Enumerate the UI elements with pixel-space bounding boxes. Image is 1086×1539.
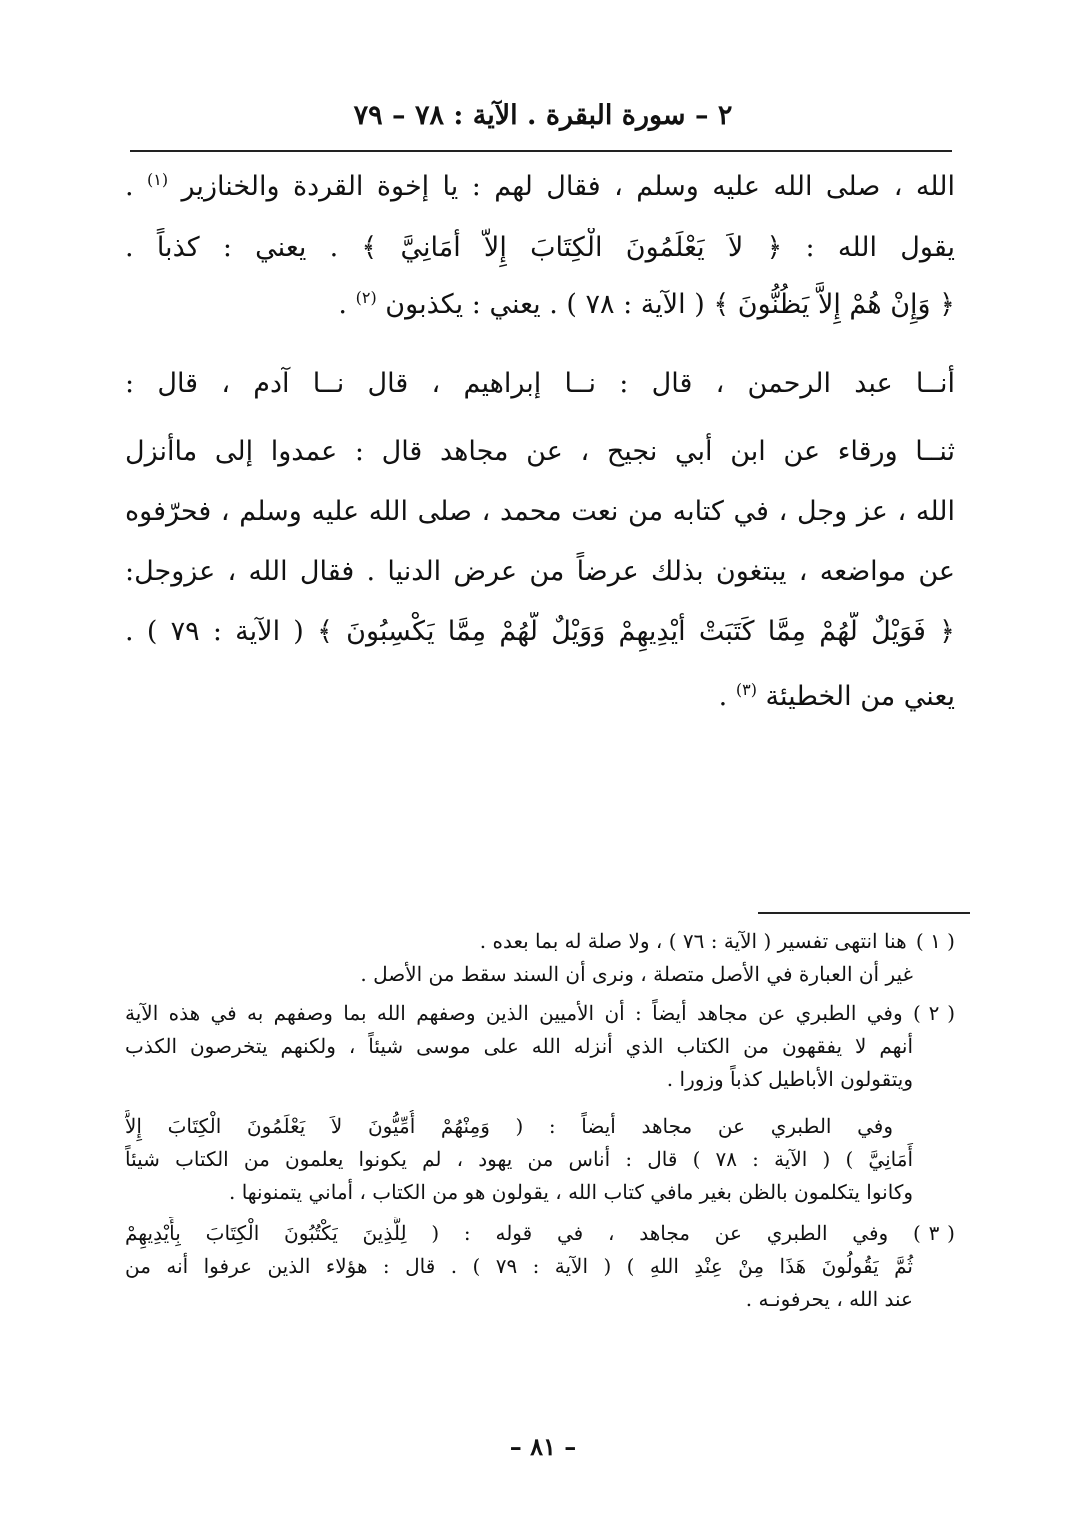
footnote-line: أنهم لا يفقهون من الكتاب الذي أنزله الله على موسى شيئاً ، ولكنهم يتخرصون الكذب [125,1034,913,1058]
body-line: الله ، عز وجل ، في كتابه من نعت محمد ، صلى الله عليه وسلم ، فحرّفوه [125,496,955,527]
body-text: الله ، صلى الله عليه وسلم ، فقال لهم : يا إخوة القردة والخنازير [181,171,955,202]
footnote-line: عند الله ، يحرفونـه . [745,1287,913,1311]
footnote-number: ( ١ ) [915,929,955,953]
footnote-marker-2: (٢) [355,288,377,307]
body-text: . [338,289,348,320]
footnote-text: وفي الطبري عن مجاهد ، في قوله : ( لِلَّذِينَ يَكْتُبُونَ الْكِتَابَ بِأَيْدِيهِمْ [125,1221,889,1245]
footnote-line [125,925,955,958]
main-text [125,160,955,720]
footnote-line: وفي الطبري عن مجاهد أيضاً : ( وَمِنْهُمْ أُمِّيُّونَ لاَ يَعْلَمُونَ الْكِتَابَ إِلاَّ [125,1114,893,1138]
footnote-text: وفي الطبري عن مجاهد أيضاً : أن الأميين الذين وصفهم الله بما وصفهم به في هذه الآية [125,1001,903,1025]
body-line: عن مواضعه ، يبتغون بذلك عرضاً من عرض الدنيا . فقال الله ، عزوجل: [125,556,955,587]
footnote-line [125,1217,955,1250]
footnote-line: وكانوا يتكلمون بالظن بغير مافي كتاب الله ، يقولون هو من الكتاب ، أماني يتمنونها . [229,1180,913,1204]
header-rule [130,150,952,152]
body-line: أنــا عبد الرحمن ، قال : نــا إبراهيم ، قال نــا آدم ، قال : [125,368,955,399]
body-text: ﴿ وَإِنْ هُمْ إِلاَّ يَظُنُّونَ ﴾ ( الآية : ٧٨ ) . يعني : يكذبون [385,289,955,320]
body-text: . [125,171,134,202]
body-text: . [718,681,728,712]
footnote-line: ويتقولون الأباطيل كذباً وزورا . [666,1067,913,1091]
body-line: يقول الله : ﴿ لاَ يَعْلَمُونَ الْكِتَابَ إِلاَّ أَمَانِيَّ ﴾ . يعني : كذباً . [125,232,955,263]
body-line: ثنــا ورقاء عن ابن أبي نجيح ، عن مجاهد قال : عمدوا إلى ماأنزل [125,436,955,467]
footnote-line: أَمَانِيَّ ) ( الآية : ٧٨ ) قال : أناس من يهود ، لم يكونوا يعلمون من الكتاب شيئاً [125,1147,914,1171]
footnote-number: ( ٢ ) [913,1001,955,1025]
footnote-marker-3: (٣) [735,680,757,699]
running-header: ٢ – سورة البقرة . الآية : ٧٨ – ٧٩ [353,100,733,131]
footnote-text: هنا انتهى تفسير ( الآية : ٧٦ ) ، ولا صلة له بما بعده . [479,929,907,953]
footnote-number: ( ٣ ) [913,1221,955,1245]
footnote-rule [758,912,970,914]
body-line [125,670,955,720]
page-number: – ٨١ – [509,1432,577,1461]
body-line [125,160,955,204]
footnote-line: غير أن العبارة في الأصل متصلة ، ونرى أن السند سقط من الأصل . [360,962,913,986]
footnote-line: ثُمَّ يَقُولُونَ هَذَا مِنْ عِنْدِ اللهِ ) ( الآية : ٧٩ ) . قال : هؤلاء الذين عرفوا أنه من [125,1254,913,1278]
body-line [125,278,955,332]
footnotes [125,925,955,1316]
footnote-marker-1: (١) [147,170,169,189]
body-line: ﴿ فَوَيْلٌ لَّهُمْ مِمَّا كَتَبَتْ أَيْدِيهِمْ وَوَيْلٌ لَّهُمْ مِمَّا يَكْسِبُونَ ﴾ ( الآية : ٧٩ ) . [125,616,955,647]
body-text: يعني من الخطيئة [765,681,955,712]
footnote-line [125,997,955,1030]
